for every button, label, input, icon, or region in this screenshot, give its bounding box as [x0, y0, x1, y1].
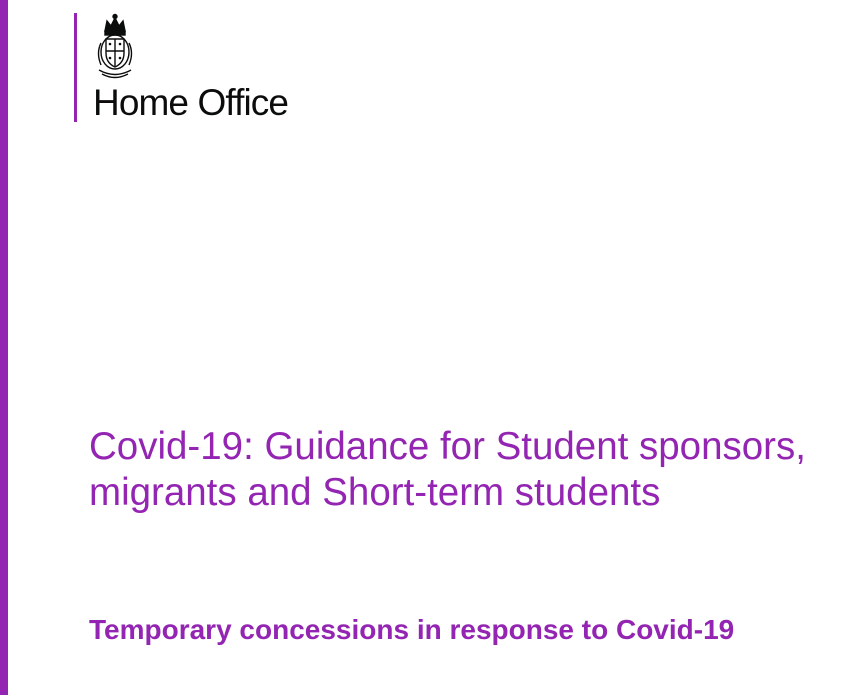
organisation-name: Home Office	[93, 82, 289, 123]
home-office-logo	[74, 13, 344, 125]
royal-coat-of-arms-icon	[94, 13, 136, 81]
logo-accent-rule	[74, 13, 77, 122]
page-edge-accent-bar	[0, 0, 8, 695]
document-subtitle: Temporary concessions in response to Covid-19	[89, 614, 735, 645]
document-title: Covid-19: Guidance for Student sponsors, migrants and Short-term students	[89, 425, 806, 514]
